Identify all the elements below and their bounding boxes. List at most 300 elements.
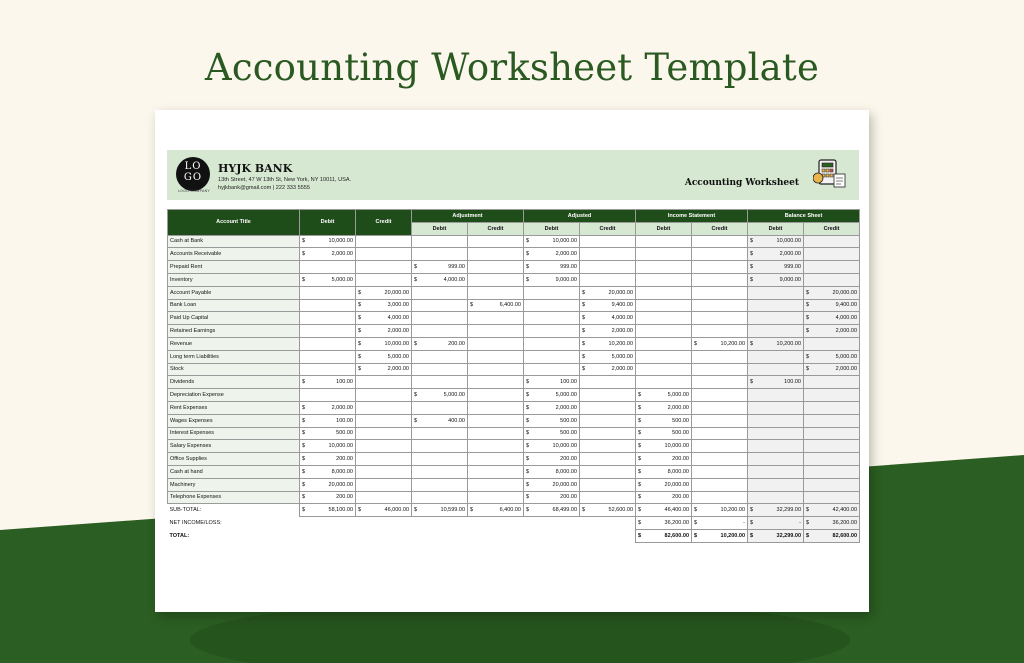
currency-symbol: $ [302, 430, 306, 437]
amount-value: 10,000.00 [552, 238, 577, 245]
account-title-cell[interactable]: Inventory [168, 273, 300, 286]
account-title-cell[interactable]: Long term Liabilities [168, 350, 300, 363]
amount-cell[interactable] [636, 286, 692, 299]
amount-cell[interactable] [524, 401, 580, 414]
header-balance-sheet: Balance Sheet [748, 210, 860, 223]
amount-cell[interactable] [468, 299, 524, 312]
amount-cell[interactable] [524, 414, 580, 427]
amount-cell[interactable] [636, 529, 692, 542]
amount-cell[interactable] [580, 440, 636, 453]
amount-cell[interactable] [804, 376, 860, 389]
amount-cell[interactable] [636, 235, 692, 248]
amount-cell[interactable] [580, 363, 636, 376]
amount-cell[interactable] [692, 401, 748, 414]
currency-symbol: $ [582, 328, 586, 335]
amount-cell[interactable] [580, 312, 636, 325]
amount-cell[interactable] [748, 376, 804, 389]
amount-cell[interactable] [748, 491, 804, 504]
amount-cell[interactable] [300, 350, 356, 363]
amount-cell[interactable] [300, 401, 356, 414]
account-title-cell[interactable]: Bank Loan [168, 299, 300, 312]
amount-cell[interactable] [580, 248, 636, 261]
amount-cell[interactable] [524, 427, 580, 440]
amount-cell[interactable] [804, 248, 860, 261]
amount-cell[interactable] [356, 504, 412, 517]
amount-cell[interactable] [692, 286, 748, 299]
amount-cell[interactable] [524, 363, 580, 376]
amount-cell[interactable] [804, 337, 860, 350]
amount-cell[interactable] [468, 453, 524, 466]
amount-cell[interactable] [300, 337, 356, 350]
amount-cell[interactable] [636, 248, 692, 261]
amount-cell[interactable] [636, 376, 692, 389]
amount-cell[interactable] [636, 427, 692, 440]
amount-cell[interactable] [636, 517, 692, 530]
currency-symbol: $ [526, 238, 530, 245]
amount-cell[interactable] [748, 529, 804, 542]
amount-cell[interactable] [692, 312, 748, 325]
amount-cell[interactable] [804, 312, 860, 325]
amount-value: 8,000.00 [667, 468, 689, 475]
amount-cell[interactable] [804, 235, 860, 248]
amount-cell[interactable] [580, 273, 636, 286]
amount-cell[interactable] [300, 248, 356, 261]
amount-cell[interactable] [356, 478, 412, 491]
account-title-cell[interactable]: Office Supplies [168, 453, 300, 466]
amount-cell[interactable] [524, 491, 580, 504]
amount-cell[interactable] [468, 337, 524, 350]
amount-cell[interactable] [524, 478, 580, 491]
amount-cell[interactable] [804, 414, 860, 427]
amount-cell[interactable] [468, 504, 524, 517]
amount-cell[interactable] [468, 491, 524, 504]
amount-cell[interactable] [748, 440, 804, 453]
amount-cell[interactable] [804, 299, 860, 312]
currency-symbol: $ [526, 456, 530, 463]
amount-value: 10,000.00 [776, 238, 801, 245]
table-row [168, 389, 860, 402]
amount-cell[interactable] [804, 389, 860, 402]
amount-value: 2,000.00 [555, 404, 577, 411]
amount-cell[interactable] [412, 389, 468, 402]
amount-cell[interactable] [692, 389, 748, 402]
amount-cell[interactable] [356, 299, 412, 312]
amount-cell[interactable] [804, 401, 860, 414]
amount-cell[interactable] [692, 248, 748, 261]
amount-cell[interactable] [580, 491, 636, 504]
empty-cell [580, 529, 636, 542]
amount-value: 200.00 [560, 456, 577, 463]
amount-cell[interactable] [412, 453, 468, 466]
amount-cell[interactable] [356, 491, 412, 504]
amount-cell[interactable] [356, 273, 412, 286]
amount-cell[interactable] [692, 440, 748, 453]
amount-cell[interactable] [412, 465, 468, 478]
account-title-cell[interactable]: Machinery [168, 478, 300, 491]
amount-cell[interactable] [804, 491, 860, 504]
empty-cell [356, 529, 412, 542]
amount-cell[interactable] [580, 389, 636, 402]
amount-cell[interactable] [636, 261, 692, 274]
amount-cell[interactable] [580, 465, 636, 478]
amount-cell[interactable] [356, 337, 412, 350]
amount-cell[interactable] [692, 299, 748, 312]
amount-cell[interactable] [748, 312, 804, 325]
amount-cell[interactable] [300, 299, 356, 312]
amount-cell[interactable] [804, 261, 860, 274]
amount-cell[interactable] [636, 491, 692, 504]
account-title-cell[interactable]: Telephone Expenses [168, 491, 300, 504]
amount-cell[interactable] [412, 248, 468, 261]
amount-cell[interactable] [468, 401, 524, 414]
amount-cell[interactable] [748, 261, 804, 274]
table-row [168, 401, 860, 414]
amount-cell[interactable] [468, 286, 524, 299]
amount-cell[interactable] [692, 350, 748, 363]
amount-cell[interactable] [524, 389, 580, 402]
amount-cell[interactable] [356, 453, 412, 466]
amount-cell[interactable] [748, 465, 804, 478]
amount-cell[interactable] [748, 350, 804, 363]
amount-cell[interactable] [412, 427, 468, 440]
amount-cell[interactable] [300, 465, 356, 478]
amount-value: 58,100.00 [328, 507, 353, 514]
amount-cell[interactable] [524, 286, 580, 299]
currency-symbol: $ [302, 238, 306, 245]
amount-cell[interactable] [412, 299, 468, 312]
amount-cell[interactable] [580, 401, 636, 414]
amount-value: 82,600.00 [664, 532, 689, 539]
currency-symbol: $ [750, 238, 754, 245]
amount-cell[interactable] [468, 235, 524, 248]
amount-value: 82,600.00 [832, 532, 858, 539]
amount-cell[interactable] [636, 389, 692, 402]
amount-cell[interactable] [412, 350, 468, 363]
amount-value: 200.00 [672, 456, 689, 463]
amount-cell[interactable] [804, 529, 860, 542]
currency-symbol: $ [694, 340, 698, 347]
header-adjusted: Adjusted [524, 210, 636, 223]
amount-cell[interactable] [356, 248, 412, 261]
amount-cell[interactable] [580, 261, 636, 274]
amount-cell[interactable] [636, 453, 692, 466]
amount-cell[interactable] [524, 312, 580, 325]
amount-cell[interactable] [468, 325, 524, 338]
currency-symbol: $ [806, 366, 810, 373]
amount-cell[interactable] [524, 376, 580, 389]
amount-cell[interactable] [300, 286, 356, 299]
amount-cell[interactable] [356, 401, 412, 414]
amount-value: 10,000.00 [552, 443, 577, 450]
amount-cell[interactable] [412, 478, 468, 491]
amount-cell[interactable] [412, 401, 468, 414]
account-title-cell[interactable]: Revenue [168, 337, 300, 350]
amount-cell[interactable] [412, 325, 468, 338]
amount-cell[interactable] [580, 235, 636, 248]
amount-cell[interactable] [636, 363, 692, 376]
amount-cell[interactable] [524, 248, 580, 261]
amount-cell[interactable] [412, 414, 468, 427]
amount-cell[interactable] [580, 350, 636, 363]
amount-cell[interactable] [804, 286, 860, 299]
amount-cell[interactable] [300, 235, 356, 248]
amount-value: 6,400.00 [499, 302, 521, 309]
amount-cell[interactable] [580, 414, 636, 427]
amount-value: 2,000.00 [611, 328, 633, 335]
amount-cell[interactable] [580, 299, 636, 312]
amount-cell[interactable] [300, 312, 356, 325]
amount-cell[interactable] [636, 350, 692, 363]
amount-cell[interactable] [692, 491, 748, 504]
amount-cell[interactable] [804, 273, 860, 286]
amount-cell[interactable] [636, 478, 692, 491]
amount-value: 2,000.00 [835, 366, 858, 373]
amount-cell[interactable] [692, 427, 748, 440]
amount-cell[interactable] [748, 248, 804, 261]
amount-cell[interactable] [580, 286, 636, 299]
amount-cell[interactable] [412, 235, 468, 248]
amount-cell[interactable] [748, 286, 804, 299]
amount-cell[interactable] [356, 414, 412, 427]
amount-cell[interactable] [356, 440, 412, 453]
amount-cell[interactable] [300, 414, 356, 427]
subheader-credit: Credit [580, 222, 636, 235]
amount-cell[interactable] [748, 299, 804, 312]
amount-cell[interactable] [804, 427, 860, 440]
account-title-cell[interactable]: Cash at Bank [168, 235, 300, 248]
amount-cell[interactable] [356, 325, 412, 338]
amount-cell[interactable] [300, 363, 356, 376]
amount-cell[interactable] [692, 363, 748, 376]
amount-cell[interactable] [412, 261, 468, 274]
currency-symbol: $ [414, 264, 418, 271]
amount-cell[interactable] [748, 517, 804, 530]
amount-cell[interactable] [692, 529, 748, 542]
amount-cell[interactable] [412, 312, 468, 325]
amount-cell[interactable] [300, 491, 356, 504]
amount-cell[interactable] [804, 453, 860, 466]
amount-cell[interactable] [580, 325, 636, 338]
amount-cell[interactable] [692, 414, 748, 427]
subheader-credit: Credit [804, 222, 860, 235]
amount-cell[interactable] [524, 325, 580, 338]
amount-cell[interactable] [692, 273, 748, 286]
amount-cell[interactable] [692, 325, 748, 338]
amount-cell[interactable] [636, 325, 692, 338]
amount-cell[interactable] [468, 427, 524, 440]
empty-cell [524, 529, 580, 542]
amount-cell[interactable] [356, 312, 412, 325]
account-title-cell[interactable]: Account Payable [168, 286, 300, 299]
amount-cell[interactable] [356, 376, 412, 389]
amount-cell[interactable] [524, 440, 580, 453]
amount-cell[interactable] [692, 478, 748, 491]
amount-cell[interactable] [300, 504, 356, 517]
amount-cell[interactable] [748, 401, 804, 414]
amount-cell[interactable] [300, 427, 356, 440]
amount-cell[interactable] [692, 261, 748, 274]
amount-cell[interactable] [692, 453, 748, 466]
table-row [168, 427, 860, 440]
amount-cell[interactable] [524, 299, 580, 312]
amount-cell[interactable] [636, 440, 692, 453]
company-header [167, 150, 859, 200]
amount-cell[interactable] [412, 504, 468, 517]
amount-cell[interactable] [524, 337, 580, 350]
account-title-cell[interactable]: Rent Expenses [168, 401, 300, 414]
amount-cell[interactable] [412, 337, 468, 350]
amount-cell[interactable] [692, 337, 748, 350]
amount-cell[interactable] [804, 325, 860, 338]
amount-cell[interactable] [748, 337, 804, 350]
account-title-cell[interactable]: Accounts Receivable [168, 248, 300, 261]
amount-cell[interactable] [580, 478, 636, 491]
amount-cell[interactable] [468, 248, 524, 261]
amount-cell[interactable] [748, 363, 804, 376]
amount-cell[interactable] [300, 389, 356, 402]
amount-cell[interactable] [580, 453, 636, 466]
amount-cell[interactable] [300, 478, 356, 491]
amount-cell[interactable] [356, 465, 412, 478]
amount-cell[interactable] [748, 414, 804, 427]
amount-cell[interactable] [412, 376, 468, 389]
account-title-cell[interactable]: Cash at hand [168, 465, 300, 478]
amount-cell[interactable] [356, 363, 412, 376]
amount-cell[interactable] [412, 491, 468, 504]
amount-cell[interactable] [524, 235, 580, 248]
currency-symbol: $ [526, 443, 530, 450]
amount-cell[interactable] [748, 478, 804, 491]
amount-cell[interactable] [468, 312, 524, 325]
amount-cell[interactable] [356, 286, 412, 299]
amount-cell[interactable] [748, 453, 804, 466]
amount-cell[interactable] [636, 401, 692, 414]
amount-cell[interactable] [804, 363, 860, 376]
amount-cell[interactable] [524, 261, 580, 274]
amount-cell[interactable] [636, 312, 692, 325]
amount-cell[interactable] [468, 389, 524, 402]
amount-cell[interactable] [300, 376, 356, 389]
amount-cell[interactable] [412, 273, 468, 286]
amount-cell[interactable] [748, 273, 804, 286]
amount-cell[interactable] [300, 273, 356, 286]
amount-cell[interactable] [468, 414, 524, 427]
amount-cell[interactable] [804, 478, 860, 491]
currency-symbol: $ [806, 328, 810, 335]
amount-cell[interactable] [524, 453, 580, 466]
currency-symbol: $ [302, 404, 306, 411]
account-title-cell[interactable]: Salary Expenses [168, 440, 300, 453]
currency-symbol: $ [694, 507, 698, 514]
amount-cell[interactable] [524, 273, 580, 286]
amount-cell[interactable] [524, 504, 580, 517]
account-title-cell[interactable]: Stock [168, 363, 300, 376]
amount-cell[interactable] [748, 235, 804, 248]
amount-cell[interactable] [468, 363, 524, 376]
amount-cell[interactable] [412, 440, 468, 453]
amount-value: 10,000.00 [384, 340, 409, 347]
amount-cell[interactable] [636, 414, 692, 427]
amount-value: 46,000.00 [384, 507, 409, 514]
amount-cell[interactable] [468, 478, 524, 491]
amount-cell[interactable] [524, 350, 580, 363]
amount-cell[interactable] [580, 427, 636, 440]
amount-cell[interactable] [300, 261, 356, 274]
amount-cell[interactable] [356, 427, 412, 440]
amount-cell[interactable] [636, 273, 692, 286]
amount-cell[interactable] [300, 453, 356, 466]
amount-cell[interactable] [300, 325, 356, 338]
amount-cell[interactable] [300, 440, 356, 453]
currency-symbol: $ [750, 276, 754, 283]
amount-cell[interactable] [804, 440, 860, 453]
currency-symbol: $ [358, 289, 362, 296]
amount-cell[interactable] [356, 389, 412, 402]
amount-cell[interactable] [468, 376, 524, 389]
amount-cell[interactable] [468, 465, 524, 478]
amount-cell[interactable] [636, 299, 692, 312]
amount-cell[interactable] [356, 350, 412, 363]
account-title-cell[interactable]: Prepaid Rent [168, 261, 300, 274]
amount-cell[interactable] [636, 465, 692, 478]
amount-cell[interactable] [804, 465, 860, 478]
amount-cell[interactable] [356, 261, 412, 274]
amount-cell[interactable] [468, 440, 524, 453]
account-title-cell[interactable]: Wages Expenses [168, 414, 300, 427]
amount-cell[interactable] [468, 273, 524, 286]
amount-value: 200.00 [336, 494, 353, 501]
amount-cell[interactable] [636, 337, 692, 350]
amount-cell[interactable] [412, 286, 468, 299]
account-title-cell[interactable]: Paid Up Capital [168, 312, 300, 325]
amount-cell[interactable] [692, 504, 748, 517]
amount-cell[interactable] [748, 427, 804, 440]
amount-cell[interactable] [468, 261, 524, 274]
amount-cell[interactable] [356, 235, 412, 248]
amount-value: 200.00 [560, 494, 577, 501]
amount-cell[interactable] [692, 376, 748, 389]
amount-value: 3,000.00 [387, 302, 409, 309]
currency-symbol: $ [750, 251, 754, 258]
table-row [168, 363, 860, 376]
amount-cell[interactable] [748, 325, 804, 338]
account-title-cell[interactable]: Dividends [168, 376, 300, 389]
account-title-cell[interactable]: Retained Earnings [168, 325, 300, 338]
amount-cell[interactable] [804, 517, 860, 530]
amount-cell[interactable] [580, 337, 636, 350]
amount-cell[interactable] [524, 465, 580, 478]
amount-cell[interactable] [580, 376, 636, 389]
account-title-cell[interactable]: Depreciation Expense [168, 389, 300, 402]
amount-cell[interactable] [804, 350, 860, 363]
company-name: HYJK BANK [218, 162, 293, 175]
total-label: TOTAL: [168, 529, 300, 542]
amount-cell[interactable] [692, 235, 748, 248]
amount-value: 52,600.00 [608, 507, 633, 514]
amount-cell[interactable] [692, 465, 748, 478]
amount-cell[interactable] [636, 504, 692, 517]
amount-cell[interactable] [748, 504, 804, 517]
amount-cell[interactable] [748, 389, 804, 402]
amount-cell[interactable] [580, 504, 636, 517]
header-income-statement: Income Statement [636, 210, 748, 223]
amount-value: 500.00 [672, 430, 689, 437]
account-title-cell[interactable]: Interest Expenses [168, 427, 300, 440]
amount-cell[interactable] [692, 517, 748, 530]
amount-cell[interactable] [804, 504, 860, 517]
amount-cell[interactable] [412, 363, 468, 376]
amount-cell[interactable] [468, 350, 524, 363]
